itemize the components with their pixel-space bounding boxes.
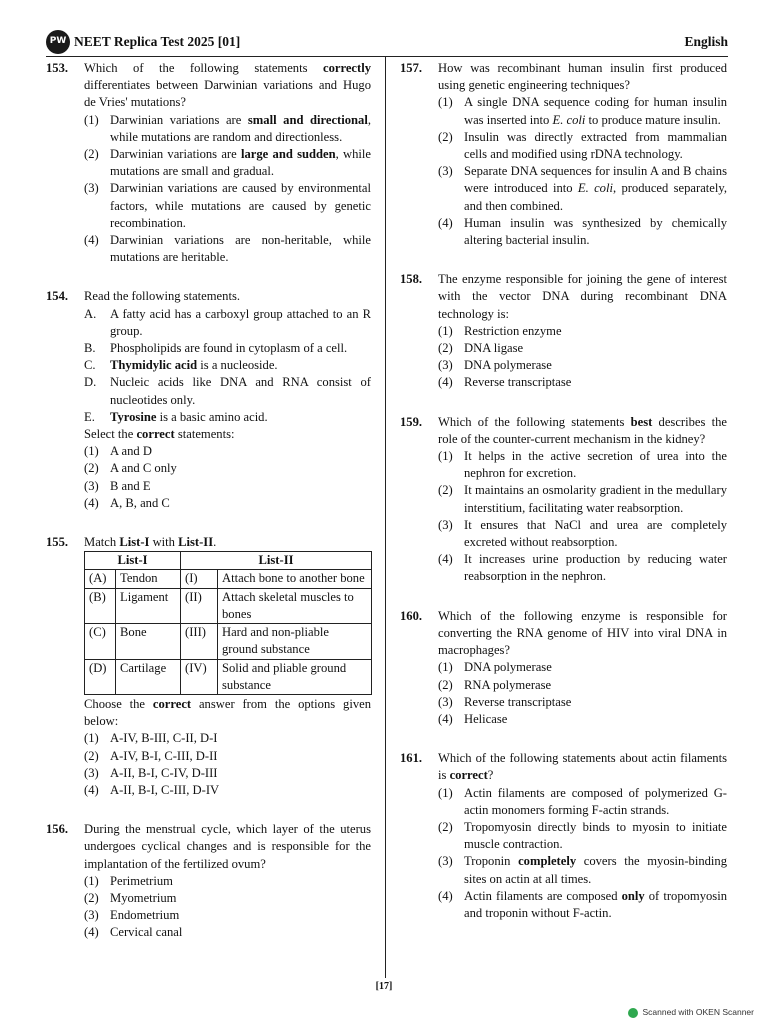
question-text: Match List-I with List-II. <box>84 535 217 550</box>
table-cell-key: (A) <box>85 570 116 588</box>
answer-option-label: (1) <box>438 660 453 675</box>
question-text: The enzyme responsible for joining the gene of interest with the vector DNA during recombinant DNA technology is: <box>438 272 727 321</box>
table-cell-key: (D) <box>85 659 116 694</box>
answer-option-label: (2) <box>438 129 453 144</box>
answer-option-label: (4) <box>438 552 453 567</box>
answer-option-label: (3) <box>438 854 453 869</box>
answer-option <box>438 853 727 887</box>
table-cell-left: Ligament <box>116 588 181 623</box>
page-header <box>46 30 728 57</box>
answer-option-text: Darwinian variations are small and directional, while mutations are random and directionless. <box>110 112 372 144</box>
table-cell-right: Attach bone to another bone <box>218 570 372 588</box>
answer-option <box>84 495 371 512</box>
question-154 <box>46 288 371 512</box>
answer-option-label: (2) <box>84 147 99 162</box>
statement-item-label: D. <box>84 375 97 390</box>
answer-option-text: It ensures that NaCl and urea are completely excreted without reabsorption. <box>464 517 727 550</box>
answer-option-label: (4) <box>438 888 453 903</box>
question-number: 155. <box>46 535 69 550</box>
answer-option <box>438 357 727 374</box>
answer-option-label: (1) <box>84 112 99 127</box>
answer-option-label: (3) <box>438 358 453 373</box>
question-160 <box>400 608 727 728</box>
answer-option-text: A-IV, B-III, C-II, D-I <box>110 731 218 746</box>
table-row <box>85 624 372 659</box>
answer-option-label: (4) <box>84 782 99 797</box>
answer-option <box>438 551 727 585</box>
answer-option-label: (3) <box>84 478 99 493</box>
answer-option-text: Separate DNA sequences for insulin A and B chains were introduced into E. coli, produced separately, and then combined. <box>464 164 728 213</box>
answer-option <box>438 163 727 215</box>
match-table <box>84 551 372 695</box>
answer-option-label: (3) <box>84 181 99 196</box>
statement-item-text: A fatty acid has a carboxyl group attached to an R group. <box>110 306 371 338</box>
answer-option <box>84 748 371 765</box>
question-text: How was recombinant human insulin first produced using genetic engineering techniques? <box>438 61 727 93</box>
answer-option <box>438 448 727 482</box>
answer-option-text: It increases urine production by reducing water reabsorption in the nephron. <box>464 552 727 584</box>
table-cell-roman: (IV) <box>181 659 218 694</box>
table-header-list-2: List-II <box>181 552 372 570</box>
answer-option-text: DNA polymerase <box>464 660 552 675</box>
answer-option-label: (4) <box>84 925 99 940</box>
question-159 <box>400 414 727 586</box>
table-cell-left: Bone <box>116 624 181 659</box>
answer-option-text: Perimetrium <box>110 873 173 888</box>
statement-item-text: Nucleic acids like DNA and RNA consist of nucleotides only. <box>110 375 371 407</box>
answer-option-text: Restriction enzyme <box>464 323 562 338</box>
answer-option <box>84 782 371 799</box>
answer-option-label: (3) <box>84 908 99 923</box>
answer-option-text: A-II, B-I, C-III, D-IV <box>110 782 220 797</box>
answer-option <box>438 517 727 551</box>
answer-option <box>438 711 727 728</box>
statement-item <box>84 340 371 357</box>
answer-option-text: Tropomyosin directly binds to myosin to initiate muscle contraction. <box>464 819 727 852</box>
answer-option-text: Endometrium <box>110 908 180 923</box>
answer-option <box>438 340 727 357</box>
answer-option-text: DNA polymerase <box>464 358 552 373</box>
answer-option <box>84 730 371 747</box>
answer-option <box>84 112 371 146</box>
answer-option-text: Troponin completely covers the myosin-binding sites on actin at all times. <box>464 854 728 886</box>
answer-option-label: (4) <box>438 711 453 726</box>
table-row <box>85 659 372 694</box>
answer-option-label: (1) <box>84 873 99 888</box>
answer-option <box>84 765 371 782</box>
answer-option-label: (4) <box>84 495 99 510</box>
question-number: 154. <box>46 289 69 304</box>
statement-item <box>84 357 371 374</box>
answer-option-label: (4) <box>438 215 453 230</box>
question-number: 159. <box>400 414 423 429</box>
answer-option-text: Human insulin was synthesized by chemically altering bacterial insulin. <box>464 215 727 248</box>
table-cell-key: (C) <box>85 624 116 659</box>
question-161 <box>400 750 727 922</box>
answer-option-label: (1) <box>84 731 99 746</box>
answer-option-text: Actin filaments are composed of polymerized G-actin monomers forming F-actin strands. <box>464 785 727 817</box>
question-number: 158. <box>400 272 423 287</box>
answer-option-text: A single DNA sequence coding for human insulin was inserted into E. coli to produce mature insulin. <box>464 95 727 127</box>
answer-option <box>84 180 371 232</box>
question-number: 161. <box>400 751 423 766</box>
answer-option-label: (2) <box>438 819 453 834</box>
statement-item <box>84 374 371 408</box>
question-prompt: Choose the correct answer from the options given below: <box>84 696 371 729</box>
answer-option-label: (3) <box>438 164 453 179</box>
answer-option-text: Reverse transcriptase <box>464 375 572 390</box>
answer-option-label: (2) <box>438 341 453 356</box>
answer-option-text: Insulin was directly extracted from mammalian cells and modified using rDNA technology. <box>464 129 727 162</box>
answer-option <box>84 146 371 180</box>
left-column <box>46 60 371 942</box>
answer-option-label: (3) <box>84 765 99 780</box>
answer-option <box>438 785 727 819</box>
right-column <box>400 60 727 922</box>
question-number: 153. <box>46 61 69 75</box>
answer-option-text: Reverse transcriptase <box>464 694 572 709</box>
answer-option <box>84 460 371 477</box>
table-cell-roman: (I) <box>181 570 218 588</box>
answer-option <box>438 659 727 676</box>
answer-option-text: B and E <box>110 478 151 493</box>
answer-option <box>84 443 371 460</box>
language-label: English <box>684 34 728 49</box>
answer-option-label: (2) <box>84 748 99 763</box>
statement-item-label: A. <box>84 306 97 321</box>
answer-option-label: (4) <box>84 233 99 248</box>
answer-option-text: Myometrium <box>110 890 177 905</box>
question-156 <box>46 821 371 941</box>
table-cell-right: Attach skeletal muscles to bones <box>218 588 372 623</box>
question-158 <box>400 271 727 391</box>
statement-item <box>84 409 371 426</box>
answer-option-label: (4) <box>438 375 453 390</box>
answer-option <box>438 374 727 391</box>
table-cell-left: Cartilage <box>116 659 181 694</box>
answer-option-text: Actin filaments are composed only of tropomyosin and troponin without F-actin. <box>464 888 727 920</box>
answer-option-label: (1) <box>438 323 453 338</box>
question-155 <box>46 534 371 799</box>
question-prompt: Select the correct statements: <box>84 427 235 442</box>
answer-option <box>438 323 727 340</box>
answer-option <box>84 232 371 266</box>
question-number: 156. <box>46 822 69 837</box>
question-text: During the menstrual cycle, which layer of the uterus undergoes cyclical changes and is responsible for the implantation of the fertilized ovum? <box>84 822 371 871</box>
scanner-logo-icon <box>628 1008 638 1018</box>
answer-option <box>438 215 727 249</box>
answer-option-label: (1) <box>438 449 453 464</box>
answer-option-text: Darwinian variations are large and sudden, while mutations are small and gradual. <box>110 147 372 179</box>
answer-option <box>438 677 727 694</box>
answer-option <box>438 819 727 853</box>
answer-option-label: (1) <box>84 444 99 459</box>
answer-option-text: Cervical canal <box>110 925 183 940</box>
question-153 <box>46 60 371 266</box>
answer-option-text: It helps in the active secretion of urea into the nephron for excretion. <box>464 449 727 481</box>
table-header-list-1: List-I <box>85 552 181 570</box>
answer-option-label: (2) <box>84 461 99 476</box>
answer-option-label: (3) <box>438 694 453 709</box>
answer-option-text: A-II, B-I, C-IV, D-III <box>110 765 218 780</box>
question-number: 160. <box>400 608 423 623</box>
question-text: Which of the following enzyme is responsible for converting the RNA genome of HIV into viral DNA in macrophages? <box>438 608 727 658</box>
answer-option-label: (2) <box>438 677 453 692</box>
table-cell-right: Solid and pliable ground substance <box>218 659 372 694</box>
scanner-watermark <box>628 1004 754 1021</box>
answer-option-text: A, B, and C <box>110 495 170 510</box>
answer-option-text: Darwinian variations are caused by environmental factors, while mutations are caused by genetic recombination. <box>110 181 371 230</box>
answer-option <box>438 482 727 516</box>
table-cell-roman: (II) <box>181 588 218 623</box>
answer-option-text: RNA polymerase <box>464 677 552 692</box>
answer-option <box>84 924 371 941</box>
statement-item-label: C. <box>84 358 96 373</box>
answer-option-text: It maintains an osmolarity gradient in the medullary interstitium, facilitating water reabsorption. <box>464 483 727 515</box>
answer-option-text: DNA ligase <box>464 341 524 356</box>
answer-option-text: Helicase <box>464 711 508 726</box>
answer-option <box>84 478 371 495</box>
answer-option-text: Darwinian variations are non-heritable, while mutations are heritable. <box>110 233 371 265</box>
answer-option-label: (2) <box>438 483 453 498</box>
question-text: Read the following statements. <box>84 289 240 304</box>
statement-item-label: B. <box>84 341 96 356</box>
answer-option <box>84 890 371 907</box>
answer-option-text: A and D <box>110 444 152 459</box>
answer-option-label: (1) <box>438 95 453 110</box>
answer-option <box>438 888 727 922</box>
table-cell-right: Hard and non-pliable ground substance <box>218 624 372 659</box>
pw-logo-icon: PW <box>46 30 70 54</box>
table-row <box>85 588 372 623</box>
scanner-text: Scanned with OKEN Scanner <box>642 1007 754 1017</box>
question-text: Which of the following statements best describes the role of the counter-current mechanism in the kidney? <box>438 414 727 446</box>
answer-option <box>84 907 371 924</box>
answer-option <box>84 873 371 890</box>
statement-item-text: Thymidylic acid is a nucleoside. <box>110 358 278 373</box>
statement-item <box>84 306 371 340</box>
answer-option-label: (3) <box>438 517 453 532</box>
question-157 <box>400 60 727 249</box>
table-cell-key: (B) <box>85 588 116 623</box>
test-title: NEET Replica Test 2025 [01] <box>74 34 241 49</box>
statement-item-text: Phospholipids are found in cytoplasm of a cell. <box>110 341 348 356</box>
table-row <box>85 570 372 588</box>
answer-option <box>438 694 727 711</box>
answer-option <box>438 94 727 128</box>
question-number: 157. <box>400 61 423 75</box>
answer-option-text: A and C only <box>110 461 177 476</box>
table-cell-roman: (III) <box>181 624 218 659</box>
page-number: [17] <box>375 981 393 992</box>
question-text: Which of the following statements correctly differentiates between Darwinian variations and Hugo de Vries' mutations? <box>84 61 371 110</box>
statement-item-label: E. <box>84 409 95 424</box>
question-text: Which of the following statements about actin filaments is correct? <box>438 751 727 783</box>
column-divider <box>385 56 386 978</box>
statement-item-text: Tyrosine is a basic amino acid. <box>110 409 268 424</box>
answer-option-label: (1) <box>438 785 453 800</box>
answer-option-label: (2) <box>84 890 99 905</box>
answer-option <box>438 129 727 163</box>
table-cell-left: Tendon <box>116 570 181 588</box>
answer-option-text: A-IV, B-I, C-III, D-II <box>110 748 218 763</box>
